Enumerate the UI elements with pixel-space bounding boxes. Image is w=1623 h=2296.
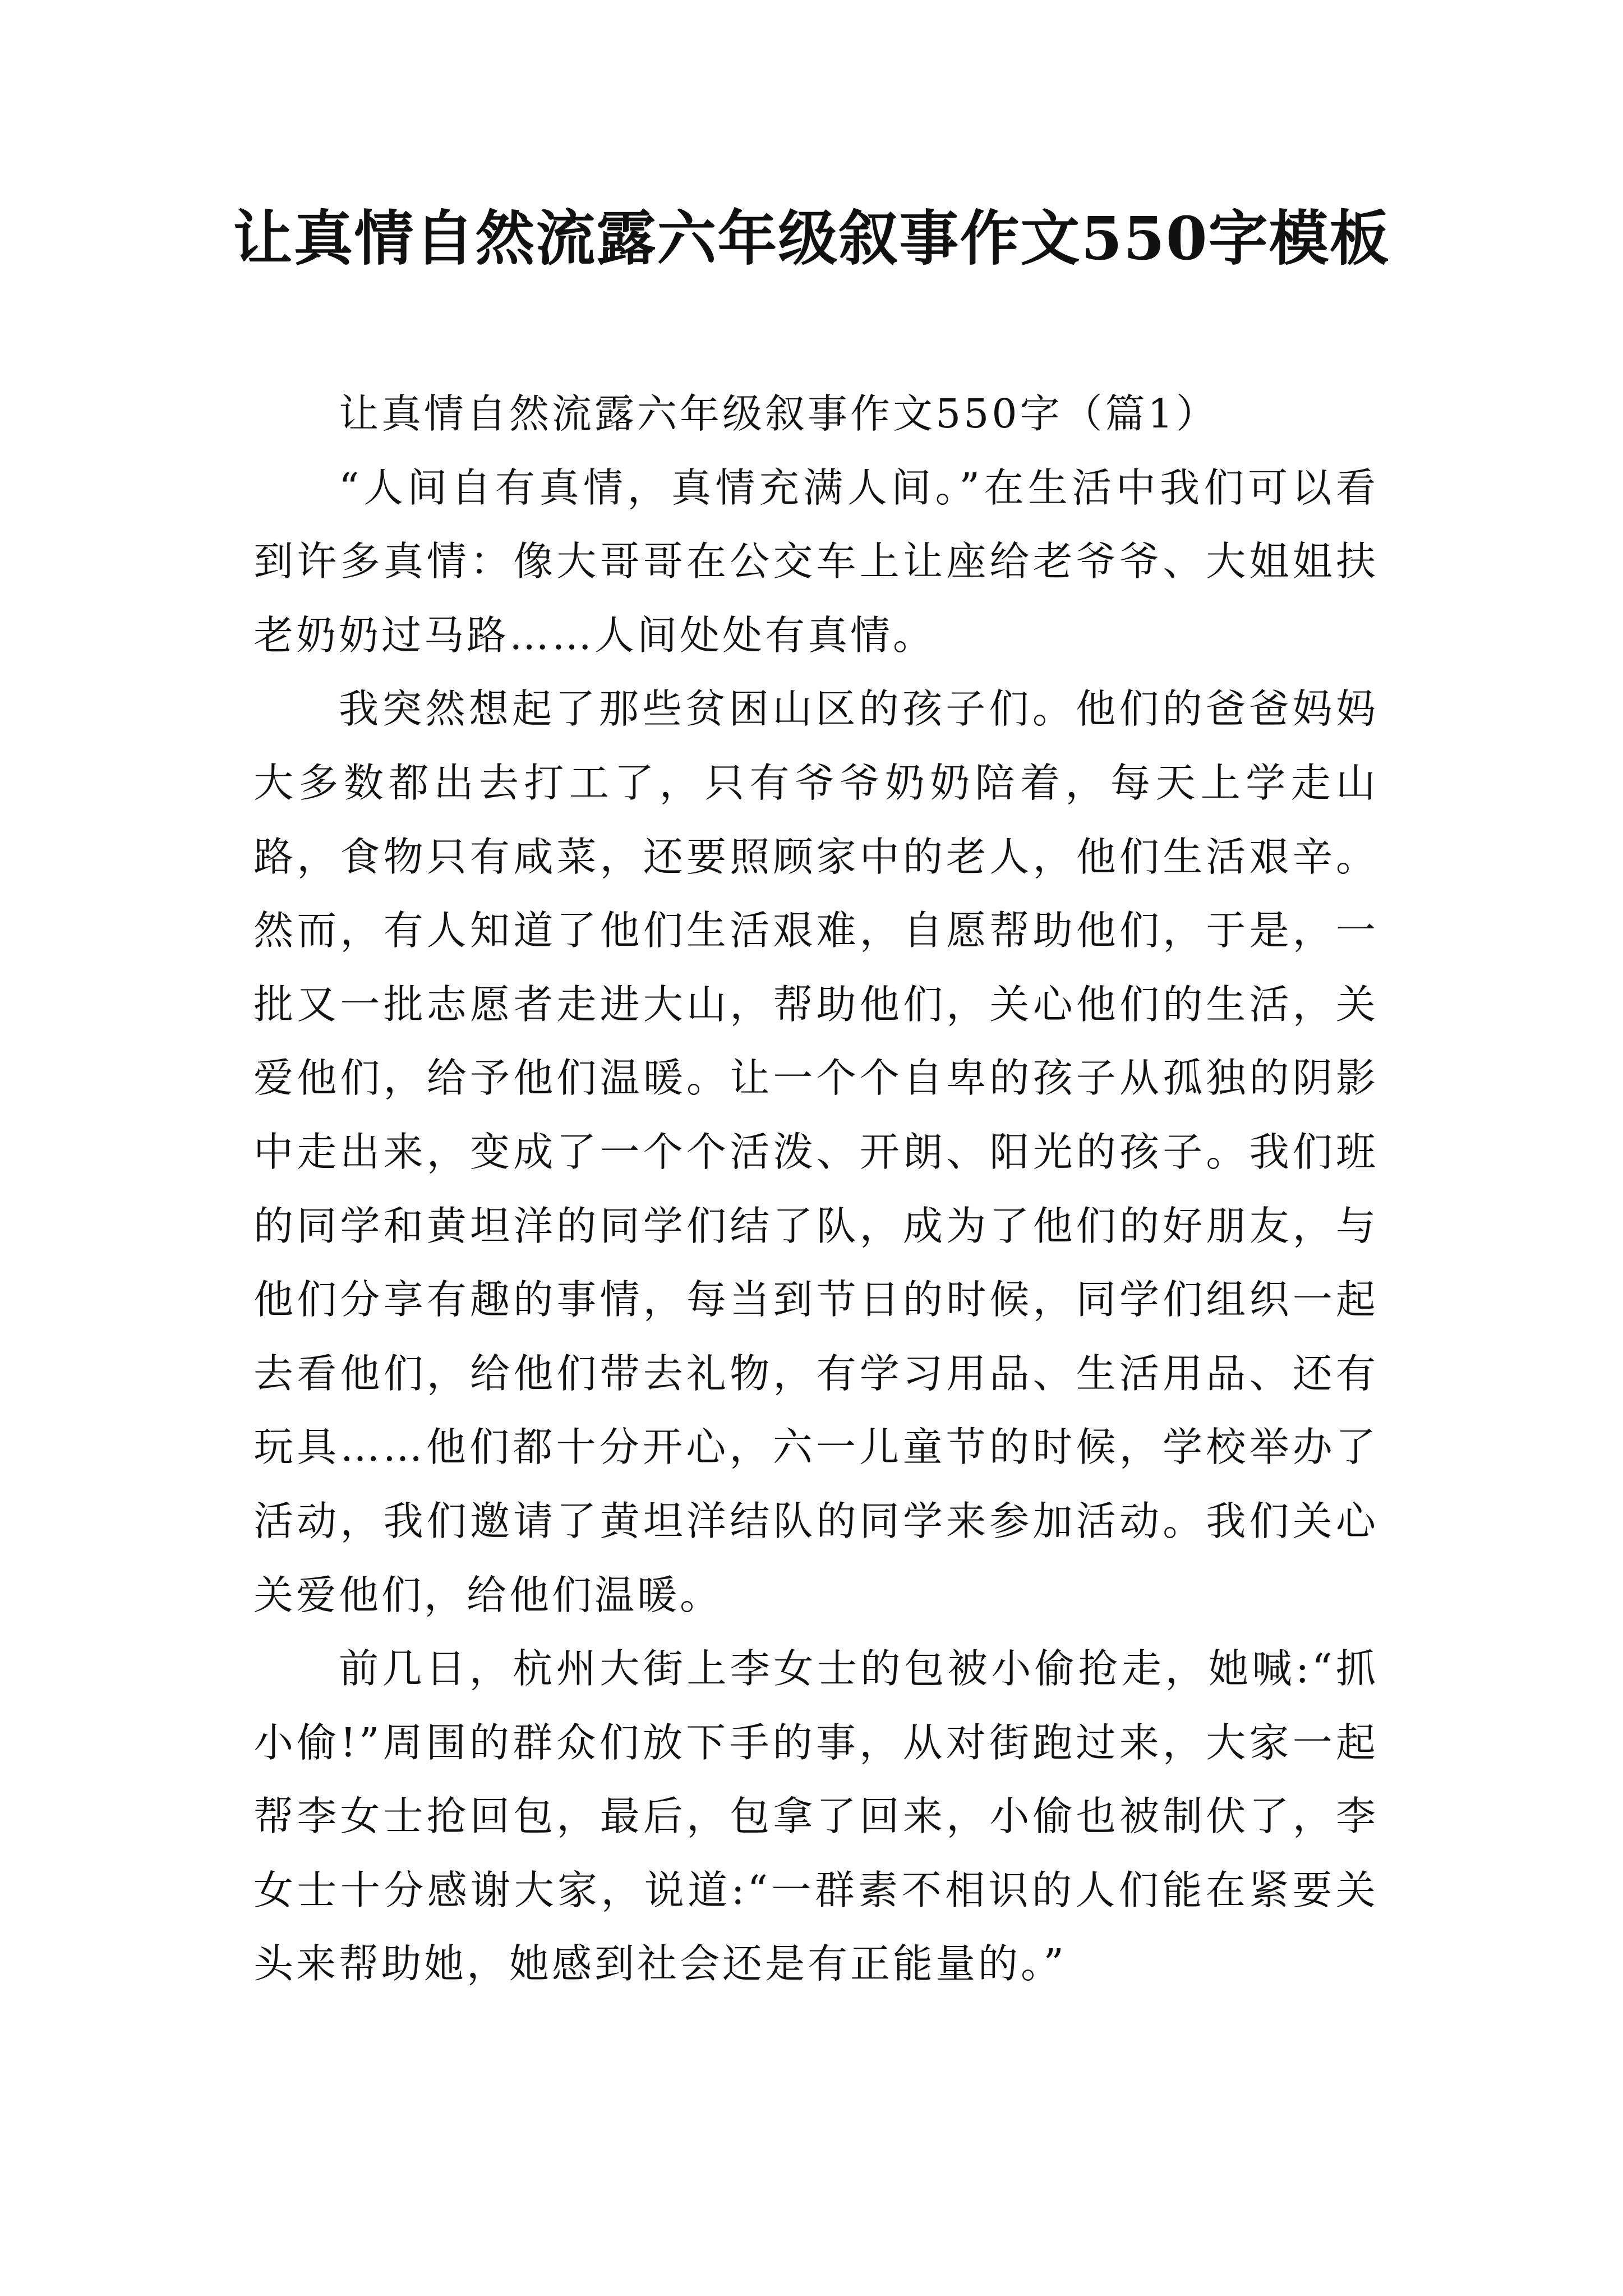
section-subtitle: 让真情自然流露六年级叙事作文550字（篇1） xyxy=(339,390,1219,437)
paragraph-1: “人间自有真情，真情充满人间。”在生活中我们可以看到许多真情：像大哥哥在公交车上让座给老爷爷、大姐姐扶老奶奶过马路……人间处处有真情。 xyxy=(253,464,1378,659)
document-title: 让真情自然流露六年级叙事作文550字模板 xyxy=(233,203,1390,273)
paragraph-2: 我突然想起了那些贫困山区的孩子们。他们的爸爸妈妈大多数都出去打工了，只有爷爷奶奶陪着，每天上学走山路，食物只有咸菜，还要照顾家中的老人，他们生活艰辛。然而，有人知道了他们生活艰难，自愿帮助他们，于是，一批又一批志愿者走进大山，帮助他们，关心他们的生活，关爱他们，给予他们温暖。让一个个自卑的孩子从孤独的阴影中走出来，变成了一个个活泼、开朗、阳光的孩子。我们班的同学和黄坦洋的同学们结了队，成为了他们的好朋友，与他们分享有趣的事情，每当到节日的时候，同学们组织一起去看他们，给他们带去礼物，有学习用品、生活用品、还有玩具……他们都十分开心，六一儿童节的时候，学校举办了活动，我们邀请了黄坦洋结队的同学来参加活动。我们关心关爱他们，给他们温暖。 xyxy=(253,685,1378,1618)
paragraph-3: 前几日，杭州大街上李女士的包被小偷抢走，她喊:“抓小偷!”周围的群众们放下手的事，从对街跑过来，大家一起帮李女士抢回包，最后，包拿了回来，小偷也被制伏了，李女士十分感谢大家，说道:“一群素不相识的人们能在紧要关头来帮助她，她感到社会还是有正能量的。” xyxy=(253,1645,1378,1987)
document-body xyxy=(253,377,1378,2001)
